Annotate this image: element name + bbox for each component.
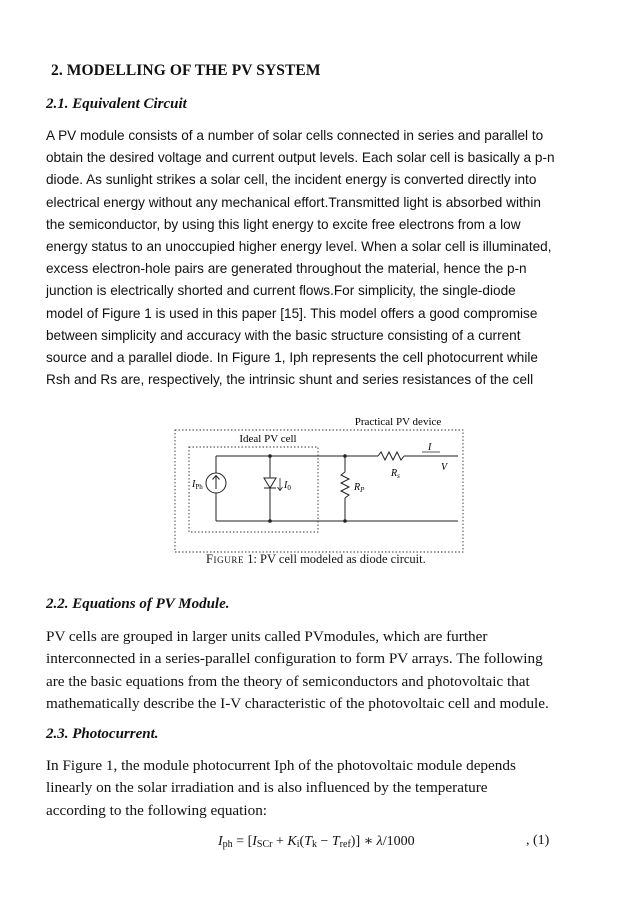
text-line: are the basic equations from the theory of semiconductors and photovoltaic that	[46, 672, 530, 690]
text-line: between simplicity and accuracy with the basic structure consisting of a current	[46, 327, 521, 343]
iph-label: $I_{Ph}$	[192, 479, 203, 491]
text-line: mathematically describe the I-V characteristic of the photovoltaic cell and module.	[46, 695, 549, 713]
section-title: 2. MODELLING OF THE PV SYSTEM	[51, 62, 321, 79]
text-line: energy status to an unoccupied higher energy level. When a solar cell is illuminated,	[46, 239, 552, 255]
text-line: excess electron-hole pairs are generated throughout the material, hence the p-n	[46, 261, 527, 277]
text-line: junction is electrically shorted and current flows.For simplicity, the single-diode	[46, 283, 516, 299]
text-line: model of Figure 1 is used in this paper [15]. This model offers a good compromise	[46, 305, 538, 321]
subsection-title-equations: 2.2. Equations of PV Module.	[46, 596, 230, 612]
text-line: In Figure 1, the module photocurrent Iph of the photovoltaic module depends	[46, 757, 516, 774]
figure-caption	[206, 552, 426, 567]
paragraph-equivalent-circuit	[46, 125, 606, 391]
junction-dot	[268, 454, 272, 458]
pv-circuit-diagram	[170, 410, 470, 570]
shunt-resistor	[341, 472, 349, 498]
diode-icon	[264, 478, 276, 488]
text-line: Rsh and Rs are, respectively, the intrinsic shunt and series resistances of the cell	[46, 372, 534, 388]
text-line: obtain the desired voltage and current output levels. Each solar cell is basically a p-n	[46, 150, 555, 166]
text-line: interconnected in a series-parallel configuration to form PV arrays. The following	[46, 650, 543, 668]
figure-caption-text: 1: PV cell modeled as diode circuit.	[244, 552, 426, 566]
output-current-label: I	[428, 442, 432, 453]
text-line: PV cells are grouped in larger units called PVmodules, which are further	[46, 628, 488, 645]
practical-device-box	[175, 430, 463, 552]
ideal-cell-label: Ideal PV cell	[239, 433, 297, 445]
text-line: electrical energy without any mechanical effort.Transmitted light is absorbed within	[46, 194, 541, 210]
voltage-label: V	[441, 462, 448, 473]
rp-label: $R_P$	[354, 482, 365, 494]
text-line: A PV module consists of a number of solar cells connected in series and parallel to	[46, 128, 544, 143]
series-resistor	[378, 452, 404, 460]
figure-caption-prefix: Figure	[206, 552, 245, 566]
text-line: according to the following equation:	[46, 801, 268, 819]
equation-number: , (1)	[526, 833, 550, 848]
paragraph-photocurrent	[46, 755, 616, 822]
subsection-title-equivalent-circuit: 2.1. Equivalent Circuit	[46, 96, 187, 112]
junction-dot	[268, 519, 272, 523]
subsection-title-photocurrent: 2.3. Photocurrent.	[46, 726, 159, 742]
text-line: source and a parallel diode. In Figure 1, Iph represents the cell photocurrent while	[46, 350, 538, 366]
text-line: diode. As sunlight strikes a solar cell, the incident energy is converted directly into	[46, 172, 537, 188]
rs-label: $R_s$	[391, 468, 400, 480]
text-line: linearly on the solar irradiation and is also influenced by the temperature	[46, 779, 488, 797]
practical-device-label: Practical PV device	[354, 416, 442, 428]
i0-label: $I_0$	[284, 480, 291, 492]
paragraph-equations	[46, 626, 616, 716]
photocurrent-equation: $I_{ph} = [I_{SCr} + K_i(T_k - T_{ref})]$ ∗ λ/1000	[218, 834, 415, 850]
text-line: the semiconductor, by using this light energy to excite free electrons from a low	[46, 216, 521, 232]
